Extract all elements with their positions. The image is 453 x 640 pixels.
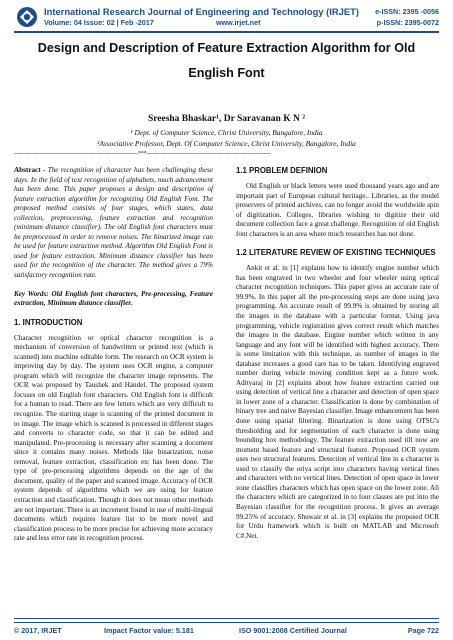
abstract-label: Abstract - (14, 166, 46, 174)
intro-heading: 1. INTRODUCTION (14, 317, 83, 327)
abstract-text: The recognition of character has been challenging these days. In the field of text recognition of alphabets, much advancement has been done. This paper proposes a design and description of feature extraction algorithm for recognizing Old English Font. The proposed method consists of four stages, which states, data collection, preprocessing, feature extraction and recognition (minimum distance classifier). The old English font characters must be preprocessed in order to remove noises. The binarized image can be used for feature extraction method. Algorithm Old English Font is used for feature extraction. Minimum distance classifier has been used for the recognition of the character. The method gives a 79% satisfactory recognition rate. (14, 166, 213, 280)
journal-name: International Research Journal of Engineering and Technology (IRJET) (44, 6, 359, 17)
intro-text: Character recognition or optical character recognition is a mechanism of conversion of handwritten or printed text (which is scanned) into machine editable form. The research on OCR system is improving day by day. The system uses OCR engine, a computer program which will recognize the character image represents. The OCR was proposed by Taushek and Handel. The proposed system focuses on old English font characters. Old English font is difficult for a human to read. There are few letters which are very difficult to recognize. The starting stage is scanning of the printed document in to image. The image which is scanned is processed in different stages and converts to character code, so that it can be edited and manipulated. Pre-processing is necessary after scanning a document since it contains many noises. Methods like binarization, noise removal, feature extraction, classification etc has been done. The type of pre-processing algorithms depends on the age of the document, quality of the paper and scanned image. Accuracy of OCR system depends of algorithms which we are using for feature extraction and classification. Though it does not mean other methods are not important. There is an increment found in use of multi-lingual documents which requires feature list to be more novel and classification process to be more precise for achieving more accuracy rate and less error rate in recognition process. (14, 333, 213, 543)
left-column (14, 166, 213, 544)
footer-rule (14, 618, 439, 619)
irjet-logo-icon (16, 6, 38, 28)
footer-iso: ISO 9001:2008 Certified Journal (239, 626, 347, 635)
affiliation-2: ²Associative Professor, Dept. Of Computer Science, Christ University, Bangalore, India (97, 139, 356, 148)
section-separator: ---------------------------------------------------------------------***--------------------------------------------------------------------- (14, 151, 271, 157)
literature-heading: 1.2 LITERATURE REVIEW OF EXISTING TECHNIQUES (236, 248, 436, 258)
affiliation-1: ¹ Dept. of Computer Science, Christ University, Bangalore, India (130, 128, 323, 137)
problem-heading: 1.1 PROBLEM DEFINION (236, 166, 328, 175)
journal-volume: Volume: 04 Issue: 02 | Feb -2017 (44, 18, 154, 27)
eissn: e-ISSN: 2395 -0056 (375, 7, 439, 16)
keywords: Key Words: Old English font characters, Pre-processing, Feature extraction, Minimum distance classifier. (14, 289, 213, 308)
problem-text: Old English or black letters were used thousand years ago and are important part of European cultural heritage.. Libraries, as the model preservers of printed archives, can no longer avoid the worldwide spin of digitization. Colleges, libraries wishing to digitize their old document collection face a great challenge. Recognition of old English font characters is an area where much researches has not done. (236, 182, 439, 238)
abstract (14, 166, 213, 281)
paper-title: Design and Description of Feature Extraction Algorithm for Old English Font (37, 41, 416, 80)
journal-header (0, 0, 453, 30)
paper-authors: Sreesha Bhaskar¹, Dr Saravanan K N ² (147, 114, 306, 124)
footer-page: Page 722 (407, 626, 439, 635)
header-rule (14, 31, 439, 33)
pissn: p-ISSN: 2395-0072 (376, 18, 439, 27)
footer-rule-2 (14, 622, 439, 623)
journal-website: www.irjet.net (216, 18, 261, 27)
literature-text: Ankit et al. in [1] explains how to identify engine number which has been engraved in two wheeler and four wheeler using optical character recognition techniques. This paper gives an accurate rate of 99.9%. In this paper all the pre-processing steps are done using java programming. An accurate result of 99.9% is obtained by storing all the images in the database with a particular format. Using java programming, vehicle registration gives correct result which matches the images in the database. Engine number which written in any language and any font will be identified with highest accuracy. There is some limitation with this technique, as number of images in the database increases a good care has to be taken. Identifying engraved number during vehicle moving condition kept as a future work. Adityaraj in [2] explains about how feature extraction carried out using detection of vertical line a character and detection of open space in lower zone of a character. Classification is done by combination of binary tree and naive Bayesian classifier. Image enhancement has been done using spatial filtering. Binarization is done using OTSU's thresholding and for segmentation of each character is done using bounding box methodology. The feature extraction used till now are moment based feature and structural feature. Proposed OCR system uses two structural features. Detection of vertical line in a character is used to classify the oriya script into characters having vertical lines and characters with no vertical lines. Detection of open space in lower zone classifies characters which has open space on the lower zone. All the characters which are categorized in to four classes are put into the Bayesian classifier for the recognition process. It gives an average 99.25% of accuracy. Shuwair et al. in [3] explains the proposed OCR for Urdu framework which is built on MATLAB and Microsoft C#.Net. (236, 264, 439, 540)
footer-copyright: © 2017, IRJET (14, 626, 62, 635)
footer-impact: Impact Factor value: 5.181 (104, 626, 194, 635)
right-column (236, 166, 439, 541)
